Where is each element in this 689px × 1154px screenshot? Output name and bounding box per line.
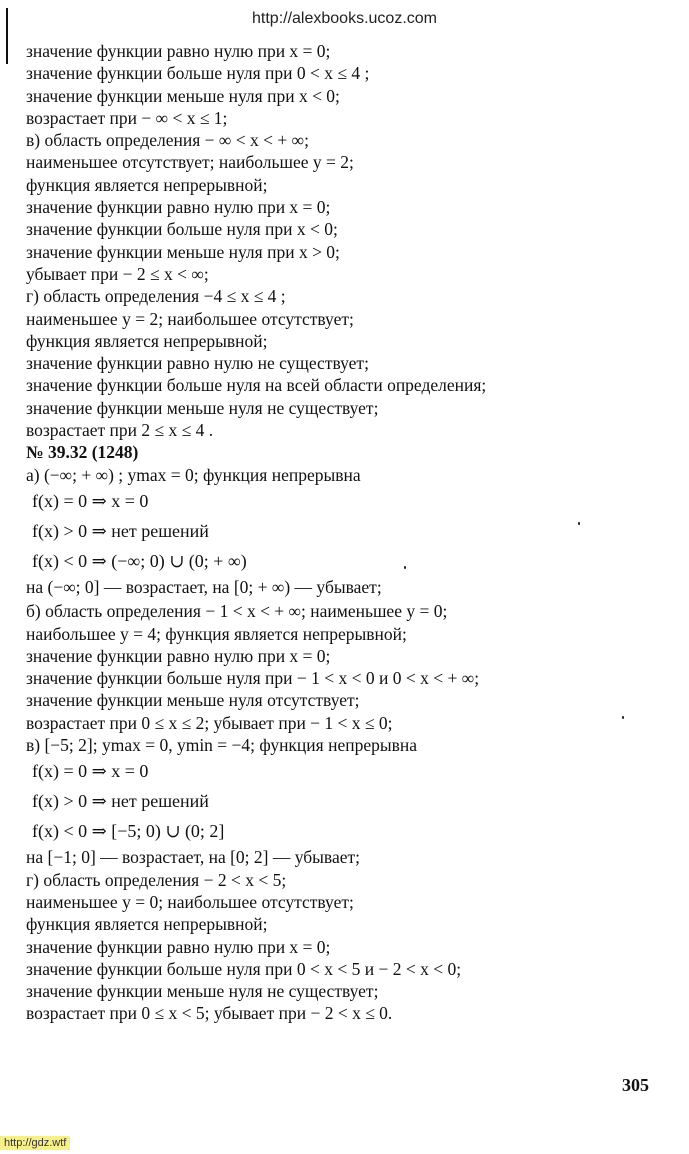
text-line: значение функции равно нулю при x = 0; [26,936,331,957]
text-line: возрастает при − ∞ < x ≤ 1; [26,107,228,128]
text-line: значение функции равно нулю при x = 0; [26,41,331,61]
text-line: на [−1; 0] — возрастает, на [0; 2] — убывает; [26,847,360,868]
text-line: значение функции больше нуля при 0 < x < 5 и − 2 < x < 0; [26,958,462,979]
text-line: значение функции меньше нуля отсутствует; [26,690,360,711]
text-line: а) (−∞; + ∞) ; ymax = 0; функция непрерывна [26,464,361,485]
text-line: возрастает при 2 ≤ x ≤ 4 . [26,420,214,441]
text-line: значение функции больше нуля при − 1 < x < 0 и 0 < x < + ∞; [26,668,480,689]
text-line: в) область определения − ∞ < x < + ∞; [26,130,309,151]
text-line: функция является непрерывной; [26,174,268,195]
text-line: значение функции больше нуля при 0 < x ≤ 4 ; [26,63,370,84]
margin-line [6,8,8,64]
formula-line: f(x) > 0 ⇒ нет решений [32,791,209,812]
text-line: наименьшее y = 2; наибольшее отсутствует; [26,308,354,329]
text-line: возрастает при 0 ≤ x < 5; убывает при − 2 < x ≤ 0. [26,1003,393,1024]
text-line: наименьшее y = 0; наибольшее отсутствует; [26,891,354,912]
text-line: функция является непрерывной; [26,330,268,351]
text-line: значение функции больше нуля на всей области определения; [26,375,487,396]
formula-line: f(x) < 0 ⇒ [−5; 0) ∪ (0; 2] [32,821,225,842]
text-line: значение функции равно нулю при x = 0; [26,197,331,218]
text-line: значение функции меньше нуля не существует; [26,397,379,418]
text-line: значение функции меньше нуля при x > 0; [26,241,340,262]
watermark: http://gdz.wtf [0,1136,70,1150]
text-line: значение функции равно нулю не существует; [26,353,369,374]
text-line: наибольшее y = 4; функция является непрерывной; [26,623,407,644]
text-line: наименьшее отсутствует; наибольшее y = 2; [26,152,354,173]
text-line: значение функции меньше нуля при x < 0; [26,85,340,106]
scan-speck [578,522,580,525]
page-body [26,40,676,1025]
exercise-heading: № 39.32 (1248) [26,442,139,463]
text-line: значение функции равно нулю при x = 0; [26,645,331,666]
text-line: значение функции больше нуля при x < 0; [26,219,338,240]
formula-line: f(x) < 0 ⇒ (−∞; 0) ∪ (0; + ∞) [32,550,247,571]
text-line: г) область определения −4 ≤ x ≤ 4 ; [26,286,286,307]
text-line: функция является непрерывной; [26,914,268,935]
text-line: возрастает при 0 ≤ x ≤ 2; убывает при − 1 < x ≤ 0; [26,712,393,733]
source-url: http://alexbooks.ucoz.com [252,10,437,27]
formula-line: f(x) = 0 ⇒ x = 0 [32,761,149,782]
text-line: убывает при − 2 ≤ x < ∞; [26,263,209,284]
text-line: г) область определения − 2 < x < 5; [26,869,287,890]
text-line: б) область определения − 1 < x < + ∞; наименьшее y = 0; [26,601,448,622]
page-number: 305 [622,1075,649,1095]
formula-line: f(x) > 0 ⇒ нет решений [32,520,209,541]
formula-line: f(x) = 0 ⇒ x = 0 [32,490,149,511]
scan-speck [622,716,624,719]
text-line: значение функции меньше нуля не существует; [26,981,379,1002]
text-line: в) [−5; 2]; ymax = 0, ymin = −4; функция непрерывна [26,735,418,756]
scan-speck [404,566,406,569]
text-line: на (−∞; 0] — возрастает, на [0; + ∞) — убывает; [26,576,382,597]
